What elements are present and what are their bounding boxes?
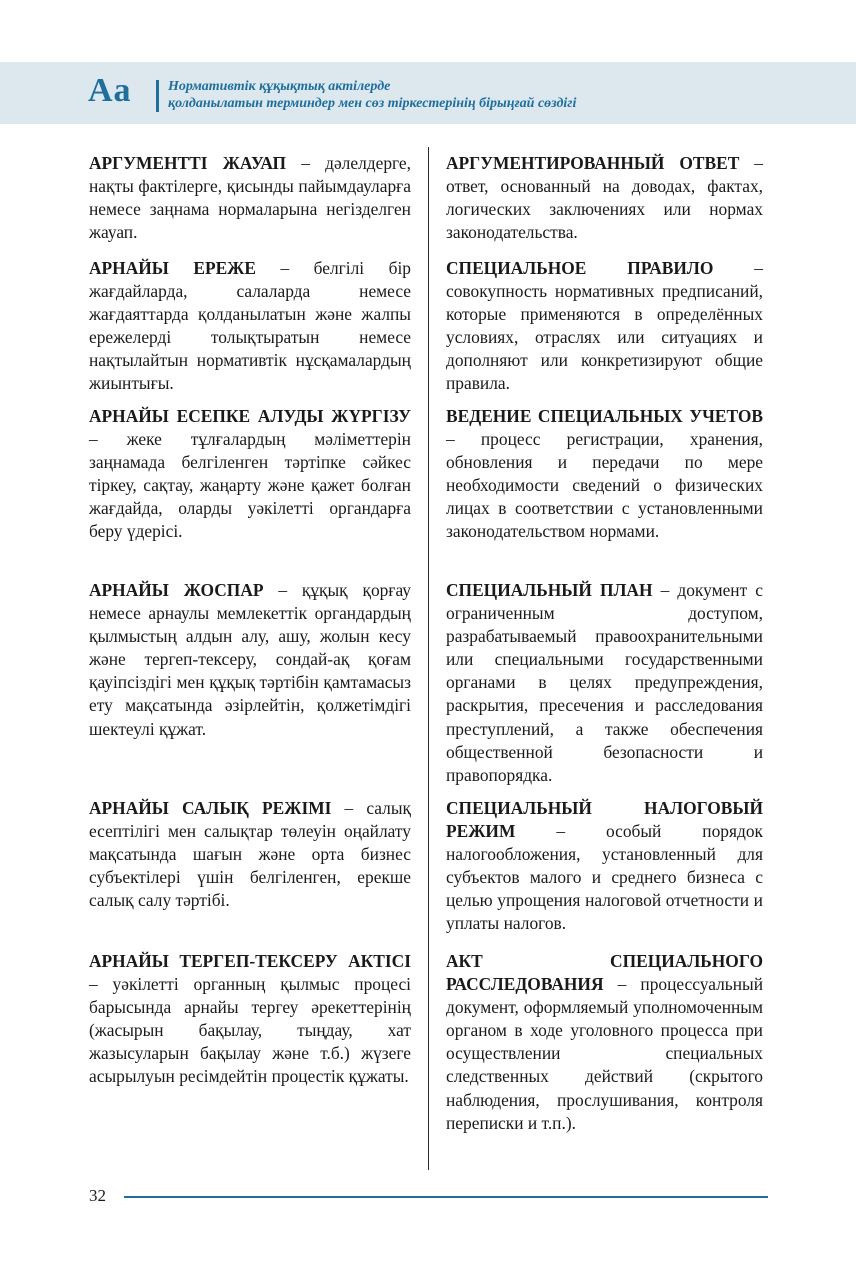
header-title-line-1: Нормативтік құқықтық актілерде [168,79,391,94]
entry-ru [446,950,763,1135]
entry-definition: – уәкілетті органның қылмыс процесі барысында арнайы тергеу әрекеттерінің (жасырын бақылау, тыңдау, хат жазысуларын бақылау және т.б.) жүзеге асырылуын ресімдейтін процестік құжаты. [89,974,411,1087]
entry-definition: – салық есептілігі мен салықтар төлеуін оңайлату мақсатында шағын және орта бизнес субъектілері үшін белгіленген, ерекше салық салу тәртібі. [89,798,411,911]
entry-ru [446,797,763,936]
entry-term: СПЕЦИАЛЬНЫЙ ПЛАН [446,580,653,600]
footer-rule [124,1196,768,1198]
entry-definition: – дәлелдерге, нақты фактілерге, қисынды пайымдауларға немесе заңнама нормаларына негізделген жауап. [89,153,411,243]
entry-ru [446,405,763,544]
entry-term: АРНАЙЫ ЕРЕЖЕ [89,258,256,278]
entry-definition: – жеке тұлғалардың мәліметтерін заңнамада белгіленген тәртіпке сәйкес тіркеу, сақтау, жаңарту және қажет болған жағдайда, оларды уәкілетті органдарға беру үдерісі. [89,429,411,542]
entry-definition: – құқық қорғау немесе арнаулы мемлекеттік органдардың қылмыстың алдын алу, ашу, жолын кесу және тергеп-тексеру, сондай-ақ қоғам қауіпсіздігі мен құқық тәртібін қамтамасыз ету мақсатында әзірлейтін, қолжетімдігі шектеулі құжат. [89,580,411,739]
entry-kz [89,950,411,1089]
entry-kz [89,257,411,396]
header-divider [156,80,159,112]
entry-term: АРГУМЕНТИРОВАННЫЙ ОТВЕТ [446,153,740,173]
entry-kz [89,797,411,912]
entry-term: СПЕЦИАЛЬНОЕ ПРАВИЛО [446,258,714,278]
entry-definition: – ответ, основанный на доводах, фактах, логических заключениях или нормах законодательства. [446,153,764,243]
entry-definition: – документ с ограниченным доступом, разрабатываемый правоохранительными или специальными государственными органами в целях предупреждения, раскрытия, пресечения и расследования преступлений, а также обеспечения общественной безопасности и правопорядка. [446,580,763,785]
entry-term: АРНАЙЫ ТЕРГЕП-ТЕКСЕРУ АКТІСІ [89,951,411,971]
entry-ru [446,257,763,396]
entry-definition: – процессуальный документ, оформляемый уполномоченным органом в ходе уголовного процесса при осуществлении специальных следственных действий (скрытого наблюдения, прослушивания, контроля переписки и т.п.). [446,974,763,1133]
entry-definition: – особый порядок налогообложения, установленный для субъектов малого и среднего бизнеса с целью упрощения налоговой отчетности и уплаты налогов. [446,821,763,934]
entry-definition: – совокупность нормативных предписаний, которые применяются в определённых условиях, отраслях или ситуациях и дополняют или конкретизируют общие правила. [446,258,763,394]
entry-kz [89,579,411,741]
entry-definition: – белгілі бір жағдайларда, салаларда немесе жағдаяттарда қолданылатын және жалпы ережелерді толықтыратын немесе нақтылайтын нормативтік нұсқамалардың жиынтығы. [89,258,411,394]
entry-definition: – процесс регистрации, хранения, обновления и передачи по мере необходимости сведений о физических лицах в соответствии с установленными законодательством нормами. [446,429,763,542]
entry-ru [446,579,763,787]
entry-term: ВЕДЕНИЕ СПЕЦИАЛЬНЫХ УЧЕТОВ [446,406,763,426]
entry-term: АРНАЙЫ ЖОСПАР [89,580,264,600]
entry-ru [446,152,763,244]
header-title-line-2: қолданылатын терминдер мен сөз тіркестерінің бірыңғай сөздігі [168,96,577,111]
column-divider [428,147,429,1170]
entry-term: АРНАЙЫ САЛЫҚ РЕЖІМІ [89,798,332,818]
entry-kz [89,405,411,544]
dictionary-logo: Aa [88,72,132,109]
entry-kz [89,152,411,244]
entry-term: СПЕЦИАЛЬНЫЙ НАЛОГОВЫЙ РЕЖИМ [446,798,763,842]
entry-term: АРГУМЕНТТІ ЖАУАП [89,153,287,173]
entry-term: АРНАЙЫ ЕСЕПКЕ АЛУДЫ ЖҮРГІЗУ [89,406,411,426]
page-number: 32 [89,1186,106,1205]
entry-term: АКТ СПЕЦИАЛЬНОГО РАССЛЕДОВАНИЯ [446,951,763,995]
running-header-title [168,78,576,112]
